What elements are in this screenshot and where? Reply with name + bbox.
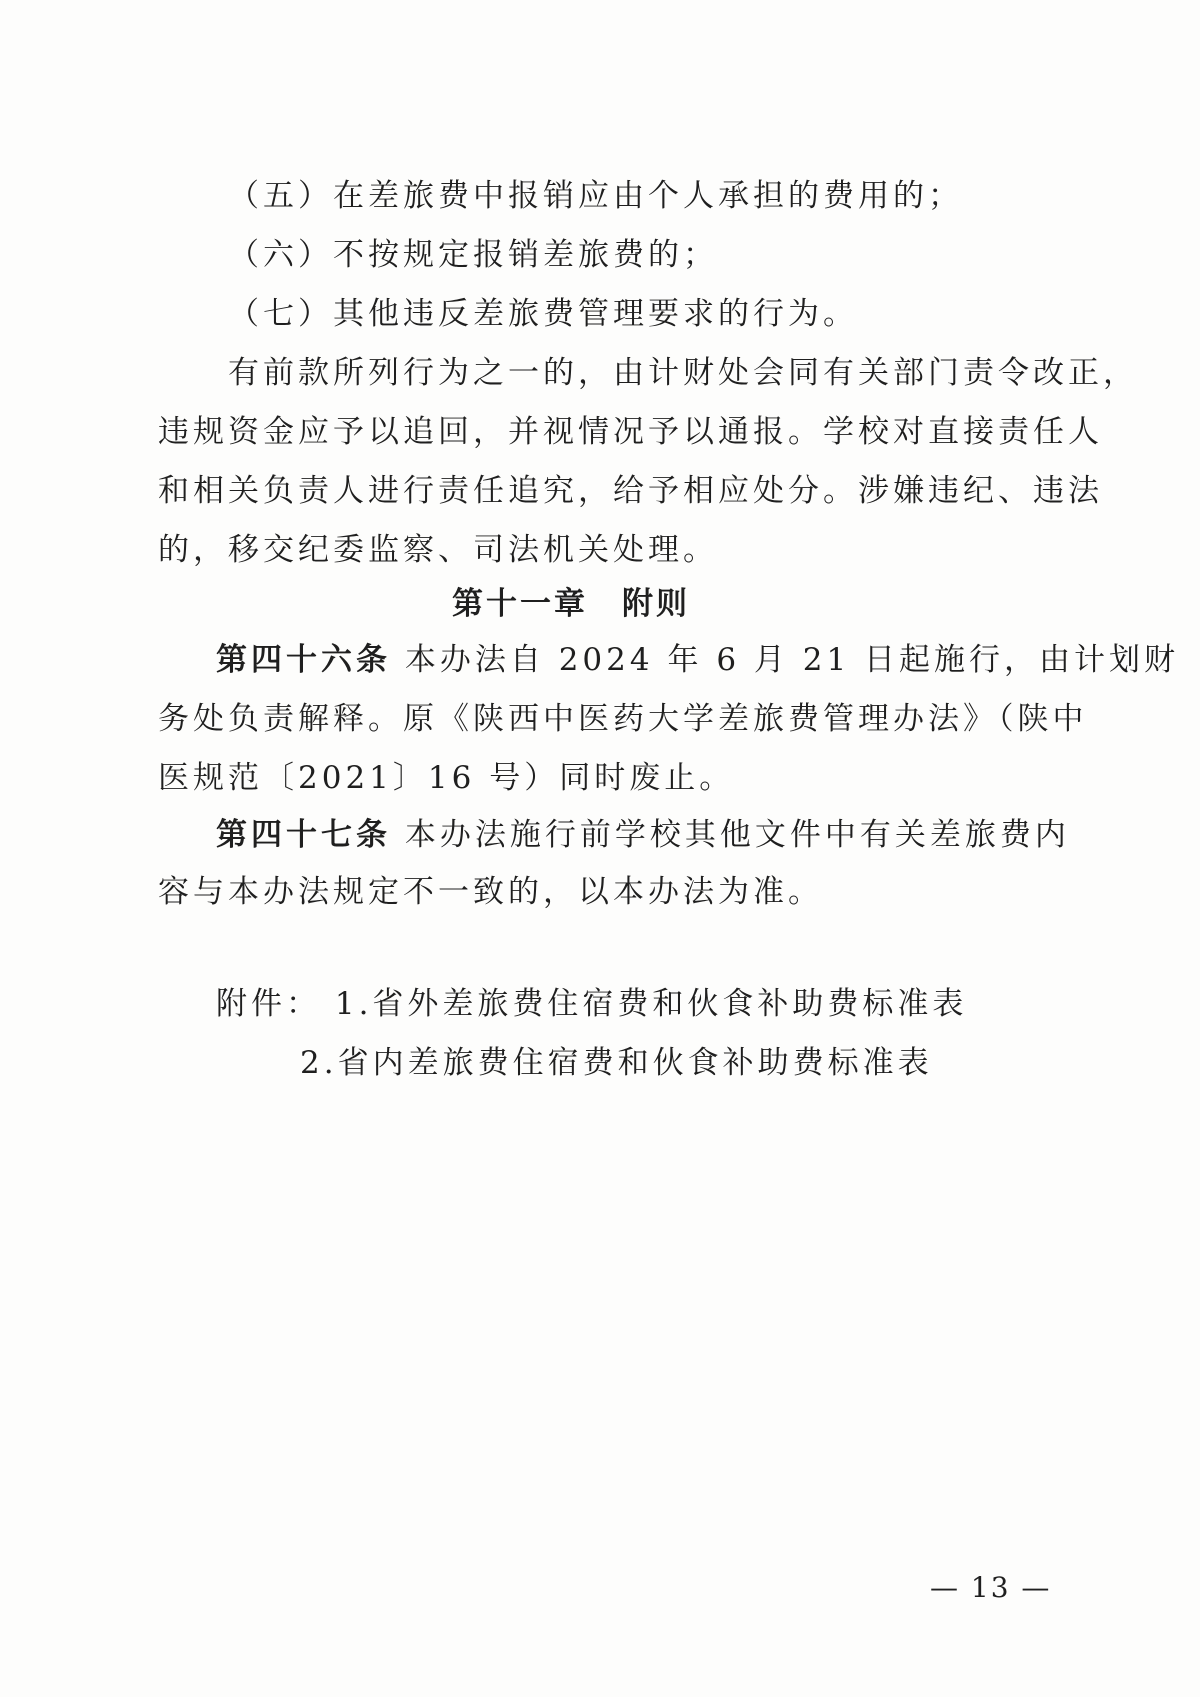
page-number: — 13 — [930, 1571, 1052, 1604]
article-46-text-1: 本办法自 2024 年 6 月 21 日起施行，由计划财 [404, 642, 1180, 678]
attachment-label: 附件： [216, 986, 321, 1022]
attachment-item-2: 2.省内差旅费住宿费和伙食补助费标准表 [300, 1045, 933, 1081]
article-46-label: 第四十六条 [216, 642, 391, 678]
article-46-line-2: 务处负责解释。原《陕西中医药大学差旅费管理办法》（陕中 [158, 701, 1088, 737]
paragraph-line-2: 违规资金应予以追回，并视情况予以通报。学校对直接责任人 [158, 414, 1103, 450]
list-item-6: （六）不按规定报销差旅费的； [228, 237, 718, 273]
article-47-label: 第四十七条 [216, 817, 391, 853]
attachment-line-1 [216, 984, 967, 1024]
article-47-line-1 [216, 815, 1070, 855]
paragraph-line-4: 的，移交纪委监察、司法机关处理。 [158, 532, 718, 568]
paragraph-line-3: 和相关负责人进行责任追究，给予相应处分。涉嫌违纪、违法 [158, 473, 1103, 509]
list-item-7: （七）其他违反差旅费管理要求的行为。 [228, 296, 858, 332]
article-47-line-2: 容与本办法规定不一致的，以本办法为准。 [158, 874, 823, 910]
article-46-line-3: 医规范〔2021〕16 号）同时废止。 [158, 760, 735, 796]
article-47-text-1: 本办法施行前学校其他文件中有关差旅费内 [404, 817, 1070, 853]
paragraph-line-1: 有前款所列行为之一的，由计财处会同有关部门责令改正， [228, 355, 1138, 391]
attachment-item-1: 1.省外差旅费住宿费和伙食补助费标准表 [334, 986, 968, 1022]
article-46-line-1 [216, 640, 1179, 680]
list-item-5: （五）在差旅费中报销应由个人承担的费用的； [228, 178, 963, 214]
chapter-heading: 第十一章 附则 [452, 586, 690, 622]
